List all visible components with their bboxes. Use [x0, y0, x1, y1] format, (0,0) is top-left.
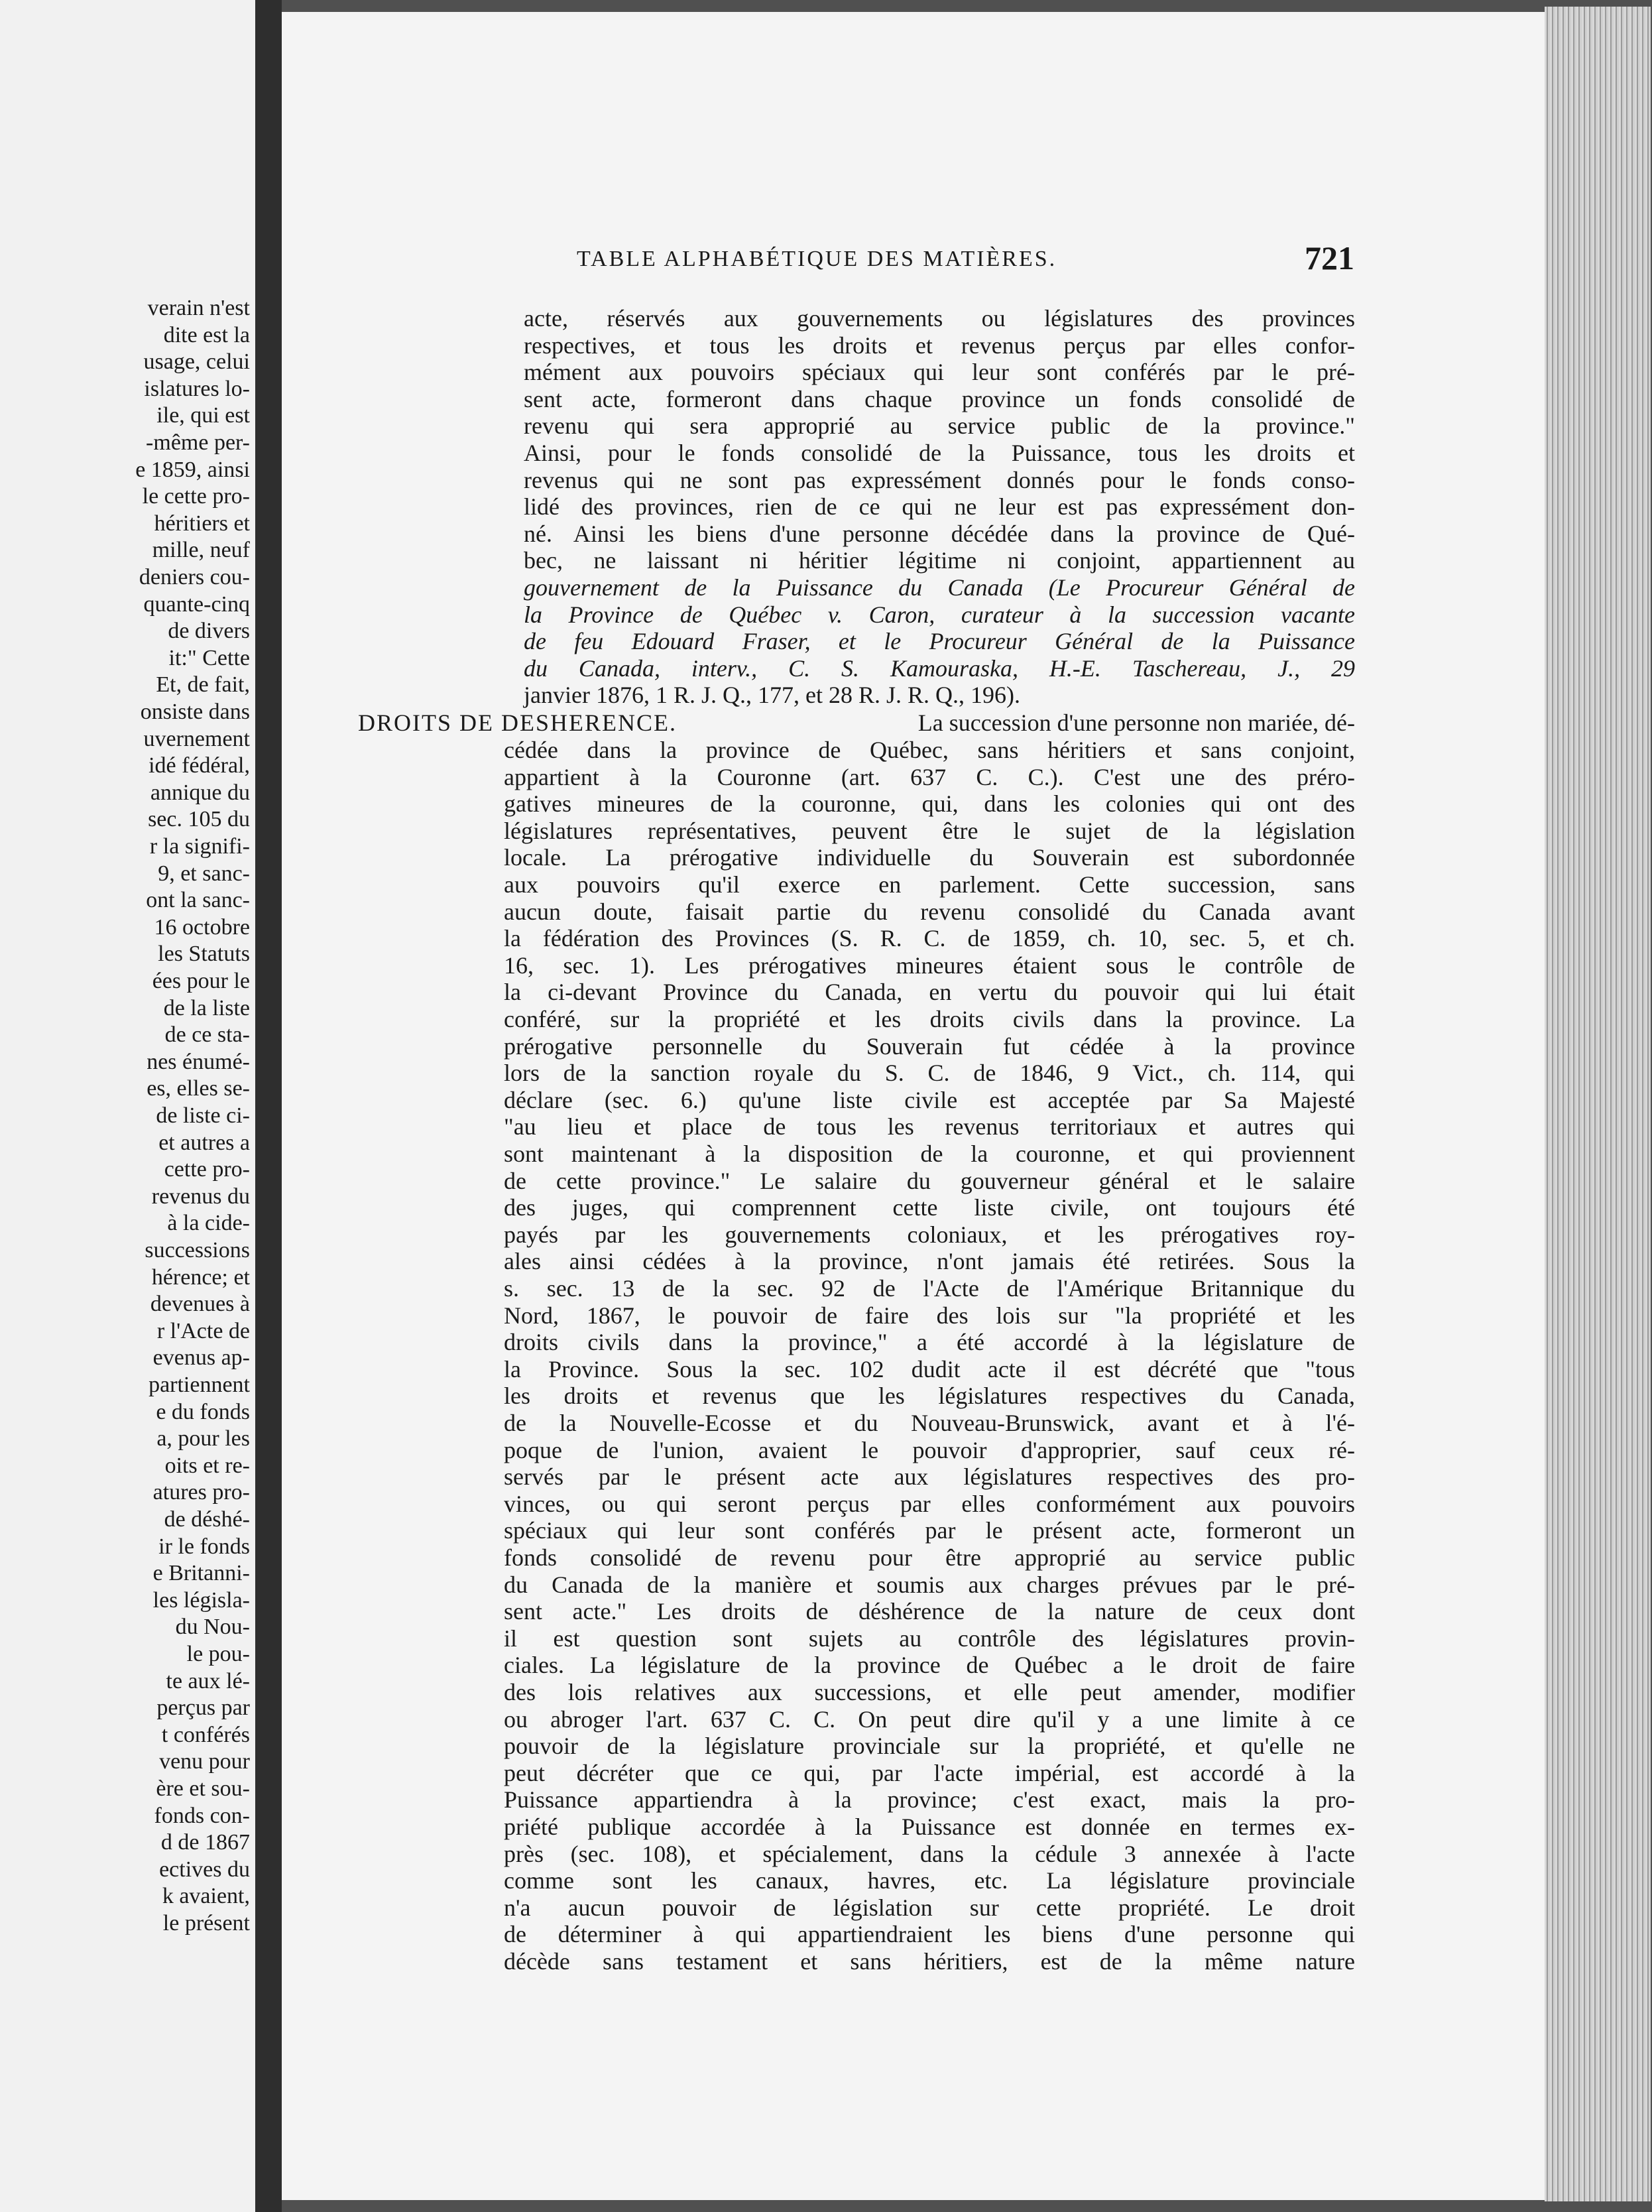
- left-page-line: usage, celui: [143, 349, 250, 375]
- left-page-line: de déshé-: [164, 1507, 250, 1532]
- left-page-line: a, pour les: [156, 1426, 250, 1451]
- text-line: peut décréter que ce qui, par l'acte impérial, est accordé à la: [504, 1759, 1355, 1786]
- left-page-line: dite est la: [163, 322, 250, 347]
- left-page-line: successions: [145, 1238, 250, 1262]
- entry-heading-rest: La succession d'une personne non mariée, dé-: [917, 709, 1355, 736]
- left-page-line: evenus ap-: [152, 1345, 250, 1371]
- text-line: n'a aucun pouvoir de législation sur cette propriété. Le droit: [504, 1894, 1355, 1921]
- text-line: poque de l'union, avaient le pouvoir d'approprier, sauf ceux ré-: [504, 1436, 1355, 1463]
- left-page-line: sec. 105 du: [148, 807, 250, 832]
- text-line: cédée dans la province de Québec, sans héritiers et sans conjoint,: [504, 737, 1355, 763]
- text-line: comme sont les canaux, havres, etc. La législature provinciale: [504, 1867, 1355, 1894]
- text-line: mément aux pouvoirs spéciaux qui leur sont conférés par le pré-: [524, 359, 1355, 386]
- left-page-line: ile, qui est: [156, 403, 250, 428]
- left-page-line: uvernement: [143, 726, 250, 751]
- text-line: près (sec. 108), et spécialement, dans la cédule 3 annexée à l'acte: [504, 1840, 1355, 1867]
- text-line: droits civils dans la province," a été accordé à la législature de: [504, 1329, 1355, 1356]
- text-line: gatives mineures de la couronne, qui, dans les colonies qui ont des: [504, 790, 1355, 818]
- left-page-line: r l'Acte de: [156, 1318, 250, 1343]
- left-page-line: r la signifi-: [149, 834, 250, 859]
- text-line: la fédération des Provinces (S. R. C. de 1859, ch. 10, sec. 5, et ch.: [504, 925, 1355, 952]
- left-page-line: es, elles se-: [147, 1076, 250, 1101]
- left-page-line: quante-cinq: [143, 591, 250, 617]
- text-line: du Canada de la manière et soumis aux charges prévues par le pré-: [504, 1571, 1355, 1598]
- left-page-line: atures pro-: [152, 1480, 250, 1505]
- left-page-line: fonds con-: [154, 1803, 250, 1828]
- text-line: ales ainsi cédées à la province, n'ont jamais été retirées. Sous la: [504, 1248, 1355, 1275]
- text-line: Puissance appartiendra à la province; c'est exact, mais la pro-: [504, 1786, 1355, 1813]
- text-line: déclare (sec. 6.) qu'une liste civile est acceptée par Sa Majesté: [504, 1086, 1355, 1113]
- text-line: aux pouvoirs qu'il exerce en parlement. Cette succession, sans: [504, 871, 1355, 898]
- left-page-line: à la cide-: [167, 1211, 250, 1236]
- text-line: s. sec. 13 de la sec. 92 de l'Acte de l'Amérique Britannique du: [504, 1275, 1355, 1302]
- left-page-line: ées pour le: [152, 969, 250, 993]
- left-page-line: perçus par: [156, 1695, 250, 1721]
- left-page-line: ir le fonds: [158, 1534, 250, 1559]
- text-line: locale. La prérogative individuelle du Souverain est subordonnée: [504, 844, 1355, 871]
- page-stack-edge: [1545, 7, 1651, 2201]
- text-line: lidé des provinces, rien de ce qui ne leur est pas expressément don-: [524, 493, 1355, 521]
- left-page-line: les législa-: [152, 1587, 250, 1613]
- text-line: servés par le présent acte aux législatures respectives des pro-: [504, 1463, 1355, 1491]
- left-page-line: ectives du: [159, 1857, 250, 1882]
- left-page-line: oits et re-: [164, 1453, 250, 1478]
- text-line: revenu qui sera approprié au service public de la province.": [524, 412, 1355, 440]
- text-line: sent acte, formeront dans chaque province un fonds consolidé de: [524, 385, 1355, 412]
- text-line: conféré, sur la propriété et les droits civils dans la province. La: [504, 1006, 1355, 1032]
- text-line: de cette province." Le salaire du gouverneur général et le salaire: [504, 1167, 1355, 1194]
- left-page-line: e du fonds: [156, 1399, 250, 1424]
- left-page-line: hérence; et: [151, 1264, 250, 1290]
- text-line: de la Nouvelle-Ecosse et du Nouveau-Brunswick, avant et à l'é-: [504, 1410, 1355, 1436]
- left-page-line: annique du: [150, 780, 250, 805]
- book-gutter: [255, 0, 282, 2212]
- left-page-line: ont la sanc-: [146, 888, 250, 913]
- left-page-line: cette pro-: [164, 1157, 250, 1182]
- running-head: TABLE ALPHABÉTIQUE DES MATIÈRES.: [577, 247, 1057, 271]
- left-page-line: t conférés: [161, 1722, 250, 1747]
- text-line: les droits et revenus que les législatures respectives du Canada,: [504, 1382, 1355, 1410]
- left-page-line: verain n'est: [147, 296, 250, 320]
- left-page-line: Et, de fait,: [156, 672, 250, 698]
- text-line: de déterminer à qui appartiendraient les biens d'une personne qui: [504, 1921, 1355, 1948]
- text-line: 16, sec. 1). Les prérogatives mineures étaient sous le contrôle de: [504, 952, 1355, 979]
- text-line: Ainsi, pour le fonds consolidé de la Puissance, tous les droits et: [524, 440, 1355, 466]
- left-page-line: le présent: [162, 1911, 250, 1936]
- text-line: aucun doute, faisait partie du revenu consolidé du Canada avant: [504, 898, 1355, 925]
- text-line: payés par les gouvernements coloniaux, et les prérogatives roy-: [504, 1221, 1355, 1248]
- left-page-line: et autres a: [158, 1130, 250, 1155]
- page-number: 721: [1305, 239, 1354, 276]
- left-page-line: d de 1867: [160, 1830, 250, 1855]
- left-page-line: 16 octobre: [154, 914, 250, 940]
- left-page-line: le pou-: [186, 1642, 250, 1666]
- text-line: prérogative personnelle du Souverain fut cédée à la province: [504, 1032, 1355, 1060]
- text-line: sent acte." Les droits de déshérence de la nature de ceux dont: [504, 1598, 1355, 1625]
- text-line: Nord, 1867, le pouvoir de faire des lois sur "la propriété et les: [504, 1302, 1355, 1329]
- text-line: ciales. La législature de la province de Québec a le droit de faire: [504, 1652, 1355, 1679]
- left-page-line: devenues à: [150, 1292, 250, 1317]
- left-page-line: k avaient,: [162, 1884, 250, 1909]
- text-line: des lois relatives aux successions, et elle peut amender, modifier: [504, 1679, 1355, 1705]
- text-line: sont maintenant à la disposition de la couronne, et qui proviennent: [504, 1140, 1355, 1167]
- text-line: législatures représentatives, peuvent être le sujet de la législation: [504, 817, 1355, 844]
- left-page-line: du Nou-: [175, 1615, 250, 1640]
- text-line: pouvoir de la législature provinciale sur la propriété, et qu'elle ne: [504, 1733, 1355, 1760]
- text-line: vinces, ou qui seront perçus par elles conformément aux pouvoirs: [504, 1490, 1355, 1517]
- entry-heading: DROITS DE DESHERENCE.: [358, 709, 677, 736]
- left-page-line: it:" Cette: [168, 645, 250, 670]
- text-line: gouvernement de la Puissance du Canada (Le Procureur Général de: [524, 574, 1355, 601]
- left-page-line: le cette pro-: [142, 484, 250, 509]
- text-line: né. Ainsi les biens d'une personne décédée dans la province de Qué-: [524, 520, 1355, 547]
- left-page-line: revenus du: [151, 1184, 250, 1209]
- text-line: priété publique accordée à la Puissance est donnée en termes ex-: [504, 1813, 1355, 1840]
- text-line: revenus qui ne sont pas expressément donnés pour le fonds conso-: [524, 466, 1355, 493]
- left-page-line: de ce sta-: [164, 1022, 250, 1048]
- entry-heading-line: [358, 709, 1355, 736]
- text-line: il est question sont sujets au contrôle des législatures provin-: [504, 1625, 1355, 1652]
- text-line: décède sans testament et sans héritiers, est de la même nature: [504, 1948, 1355, 1975]
- text-line: ou abroger l'art. 637 C. C. On peut dire qu'il y a une limite à ce: [504, 1705, 1355, 1733]
- text-line: acte, réservés aux gouvernements ou législatures des provinces: [524, 305, 1355, 332]
- text-line: spéciaux qui leur sont conférés par le présent acte, formeront un: [504, 1517, 1355, 1544]
- left-page-line: deniers cou-: [139, 565, 250, 589]
- left-page-line: les Statuts: [158, 942, 250, 967]
- left-page-line: partiennent: [148, 1373, 250, 1397]
- left-page-line: ère et sou-: [156, 1776, 250, 1801]
- text-line: la Province. Sous la sec. 102 dudit acte il est décrété que "tous: [504, 1355, 1355, 1382]
- left-page-line: e Britanni-: [152, 1561, 250, 1586]
- text-line: bec, ne laissant ni héritier légitime ni conjoint, appartiennent au: [524, 547, 1355, 574]
- text-line: de feu Edouard Fraser, et le Procureur Général de la Puissance: [524, 628, 1355, 655]
- left-page-line: -même per-: [146, 430, 250, 455]
- left-page-line: de liste ci-: [156, 1103, 250, 1128]
- text-line: respectives, et tous les droits et revenus perçus par elles confor-: [524, 332, 1355, 359]
- text-line: des juges, qui comprennent cette liste civile, ont toujours été: [504, 1194, 1355, 1221]
- left-page-line: de divers: [168, 619, 250, 644]
- text-line: lors de la sanction royale du S. C. de 1846, 9 Vict., ch. 114, qui: [504, 1060, 1355, 1087]
- text-line: fonds consolidé de revenu pour être approprié au service public: [504, 1544, 1355, 1571]
- text-line: janvier 1876, 1 R. J. Q., 177, et 28 R. J. R. Q., 196).: [524, 682, 1020, 709]
- left-page-line: idé fédéral,: [148, 753, 250, 778]
- left-page-line: de la liste: [163, 995, 250, 1020]
- left-page-line: onsiste dans: [140, 700, 250, 724]
- text-line: appartient à la Couronne (art. 637 C. C.). C'est une des préro-: [504, 763, 1355, 790]
- text-line: la Province de Québec v. Caron, curateur à la succession vacante: [524, 601, 1355, 628]
- text-line: du Canada, interv., C. S. Kamouraska, H.-E. Taschereau, J., 29: [524, 654, 1355, 682]
- left-page-line: 9, et sanc-: [158, 861, 250, 886]
- text-line: "au lieu et place de tous les revenus territoriaux et autres qui: [504, 1113, 1355, 1140]
- left-page-line: te aux lé-: [166, 1668, 250, 1693]
- left-page-line: e 1859, ainsi: [135, 457, 250, 482]
- text-line: la ci-devant Province du Canada, en vertu du pouvoir qui lui était: [504, 979, 1355, 1006]
- left-page-line: islatures lo-: [144, 376, 250, 401]
- left-page-line: mille, neuf: [152, 538, 250, 563]
- previous-page-fragment: [0, 0, 255, 2212]
- left-page-line: venu pour: [159, 1749, 250, 1774]
- left-page-line: nes énumé-: [147, 1049, 250, 1074]
- left-page-line: héritiers et: [154, 511, 250, 536]
